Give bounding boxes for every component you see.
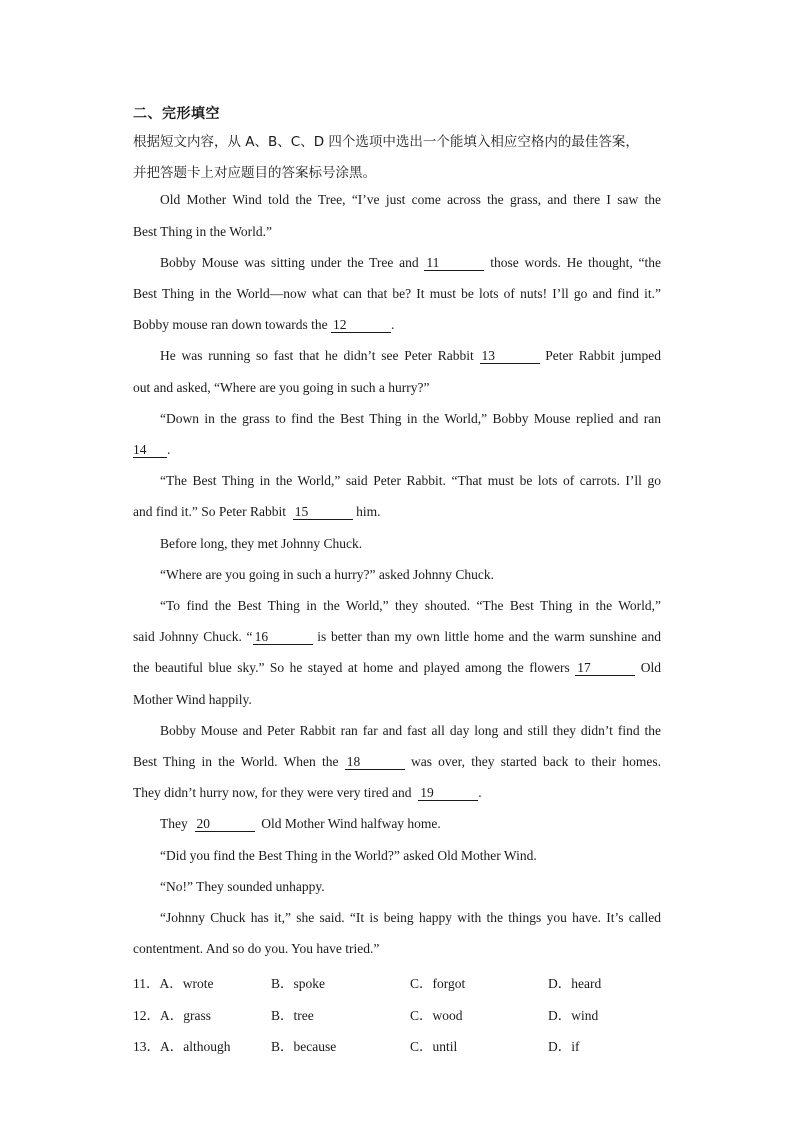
passage-line: “Did you find the Best Thing in the World?” asked Old Mother Wind. bbox=[160, 848, 537, 863]
question-row bbox=[133, 1035, 661, 1055]
option-b: B．because bbox=[271, 1039, 337, 1054]
passage-line: Best Thing in the World.” bbox=[133, 224, 273, 239]
instruction-line-2: 并把答题卡上对应题目的答案标号涂黑。 bbox=[133, 165, 376, 181]
question-row bbox=[133, 1004, 661, 1024]
blank-11: 11 bbox=[424, 256, 484, 271]
passage-line: Before long, they met Johnny Chuck. bbox=[160, 536, 363, 551]
passage-line: Best Thing in the World. When the 18 was over, they started back to their homes. bbox=[133, 754, 662, 769]
option-a: 12．A．grass bbox=[133, 1008, 211, 1023]
option-d: D．if bbox=[548, 1039, 580, 1054]
passage-line: “To find the Best Thing in the World,” they shouted. “The Best Thing in the World,” bbox=[160, 598, 661, 613]
passage-line: 14 . bbox=[133, 442, 171, 457]
question-row bbox=[133, 972, 661, 992]
passage-line: Old Mother Wind told the Tree, “I’ve just come across the grass, and there I saw the bbox=[160, 192, 661, 207]
option-d: D．wind bbox=[548, 1008, 599, 1023]
option-d: D．heard bbox=[548, 976, 602, 991]
option-b: B．spoke bbox=[271, 976, 325, 991]
passage-line: “Where are you going in such a hurry?” asked Johnny Chuck. bbox=[160, 567, 495, 582]
passage-line: Best Thing in the World—now what can that be? It must be lots of nuts! I’ll go and find it.” bbox=[133, 286, 661, 301]
passage-line: “No!” They sounded unhappy. bbox=[160, 879, 325, 894]
option-a: 13．A．although bbox=[133, 1039, 231, 1054]
passage-line: “Johnny Chuck has it,” she said. “It is being happy with the things you have. It’s called bbox=[160, 910, 661, 925]
blank-20: 20 bbox=[195, 817, 255, 832]
blank-12: 12 bbox=[331, 318, 391, 333]
passage-line: the beautiful blue sky.” So he stayed at home and played among the flowers 17 Old bbox=[133, 660, 662, 675]
option-c: C．until bbox=[410, 1039, 458, 1054]
option-c: C．forgot bbox=[410, 976, 466, 991]
passage-line: Bobby mouse ran down towards the 12 . bbox=[133, 317, 395, 332]
blank-17: 17 bbox=[575, 661, 635, 676]
passage-line: He was running so fast that he didn’t see Peter Rabbit 13 Peter Rabbit jumped bbox=[160, 348, 662, 363]
passage-line: Mother Wind happily. bbox=[133, 692, 252, 707]
blank-14: 14 bbox=[133, 443, 167, 458]
passage-line: contentment. And so do you. You have tried.” bbox=[133, 941, 380, 956]
blank-16: 16 bbox=[253, 630, 313, 645]
passage-line: Bobby Mouse was sitting under the Tree and 11 those words. He thought, “the bbox=[160, 255, 662, 270]
section-title: 二、完形填空 bbox=[133, 106, 220, 122]
instruction-line-1: 根据短文内容，从 A、B、C、D 四个选项中选出一个能填入相应空格内的最佳答案， bbox=[133, 134, 639, 150]
passage-line: and find it.” So Peter Rabbit 15 him. bbox=[133, 504, 381, 519]
option-c: C．wood bbox=[410, 1008, 463, 1023]
blank-18: 18 bbox=[345, 755, 405, 770]
passage-line: said Johnny Chuck. “ 16 is better than my own little home and the warm sunshine and bbox=[133, 629, 661, 644]
passage-line: They didn’t hurry now, for they were very tired and 19 . bbox=[133, 785, 482, 800]
option-a: 11．A．wrote bbox=[133, 976, 214, 991]
passage-line: out and asked, “Where are you going in such a hurry?” bbox=[133, 380, 430, 395]
passage-line: “The Best Thing in the World,” said Peter Rabbit. “That must be lots of carrots. I’ll go bbox=[160, 473, 661, 488]
option-b: B．tree bbox=[271, 1008, 314, 1023]
passage-line: “Down in the grass to find the Best Thing in the World,” Bobby Mouse replied and ran bbox=[160, 411, 661, 426]
blank-19: 19 bbox=[418, 786, 478, 801]
passage-line: They 20 Old Mother Wind halfway home. bbox=[160, 816, 441, 831]
blank-13: 13 bbox=[480, 349, 540, 364]
blank-15: 15 bbox=[293, 505, 353, 520]
passage-line: Bobby Mouse and Peter Rabbit ran far and fast all day long and still they didn’t find the bbox=[160, 723, 661, 738]
